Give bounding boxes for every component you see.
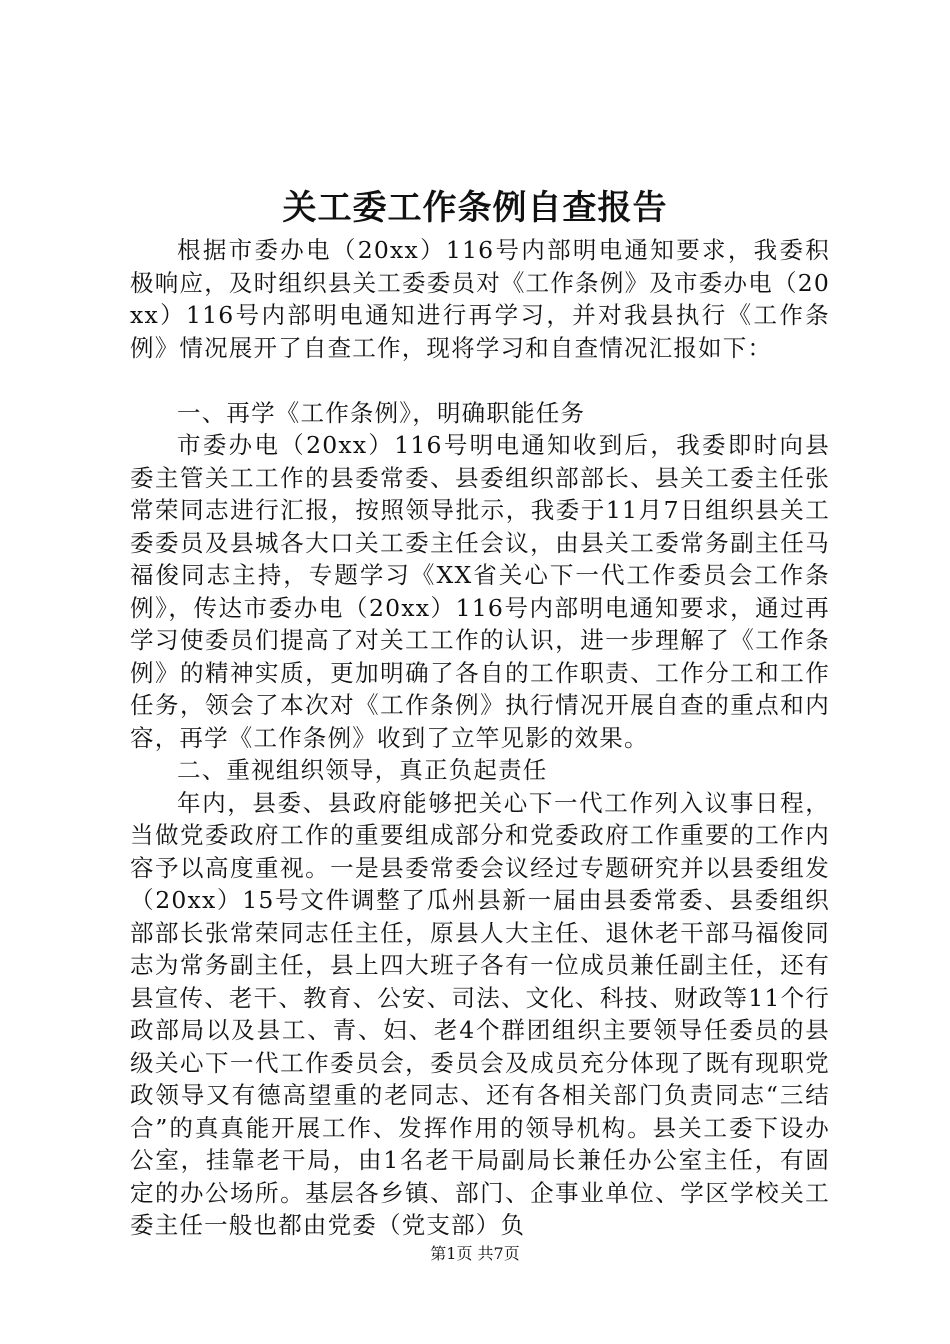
page-footer: 第1页 共7页 bbox=[430, 1244, 520, 1263]
section-1-paragraph: 市委办电（20xx）116号明电通知收到后，我委即时向县委主管关工工作的县委常委、县委组织部部长、县关工委主任张常荣同志进行汇报，按照领导批示，我委于11月7日组织县关工委委员及县城各大口关工委主任会议，由县关工委常务副主任马福俊同志主持，专题学习《XX省关心下一代工作委员会工作条例》，传达市委办电（20xx）116号内部明电通知要求，通过再学习使委员们提高了对关工工作的认识，进一步理解了《工作条例》的精神实质，更加明确了各自的工作职责、工作分工和工作任务，领会了本次对《工作条例》执行情况开展自查的重点和内容，再学《工作条例》收到了立竿见影的效果。 bbox=[130, 431, 830, 752]
section-2-paragraph: 年内，县委、县政府能够把关心下一代工作列入议事日程，当做党委政府工作的重要组成部分和党委政府工作重要的工作内容予以高度重视。一是县委常委会议经过专题研究并以县委组发（20xx）15号文件调整了瓜州县新一届由县委常委、县委组织部部长张常荣同志任主任，原县人大主任、退休老干部马福俊同志为常务副主任，县上四大班子各有一位成员兼任副主任，还有县宣传、老干、教育、公安、司法、文化、科技、财政等11个行政部局以及县工、青、妇、老4个群团组织主要领导任委员的县级关心下一代工作委员会，委员会及成员充分体现了既有现职党政领导又有德高望重的老同志、还有各相关部门负责同志“三结合”的真真能开展工作、发挥作用的领导机构。县关工委下设办公室，挂靠老干局，由1名老干局副局长兼任办公室主任，有固定的办公场所。基层各乡镇、部门、企事业单位、学区学校关工委主任一般也都由党委（党支部）负 bbox=[130, 788, 830, 1239]
section-2-heading: 二、重视组织领导，真正负起责任 bbox=[177, 756, 548, 784]
section-1-heading: 一、再学《工作条例》，明确职能任务 bbox=[177, 398, 586, 427]
document-body bbox=[130, 234, 830, 1242]
intro-paragraph: 根据市委办电（20xx）116号内部明电通知要求，我委积极响应，及时组织县关工委委员对《工作条例》及市委办电（20xx）116号内部明电通知进行再学习，并对我县执行《工作条例》情况展开了自查工作，现将学习和自查情况汇报如下： bbox=[130, 236, 830, 362]
document-title: 关工委工作条例自查报告 bbox=[282, 188, 668, 228]
